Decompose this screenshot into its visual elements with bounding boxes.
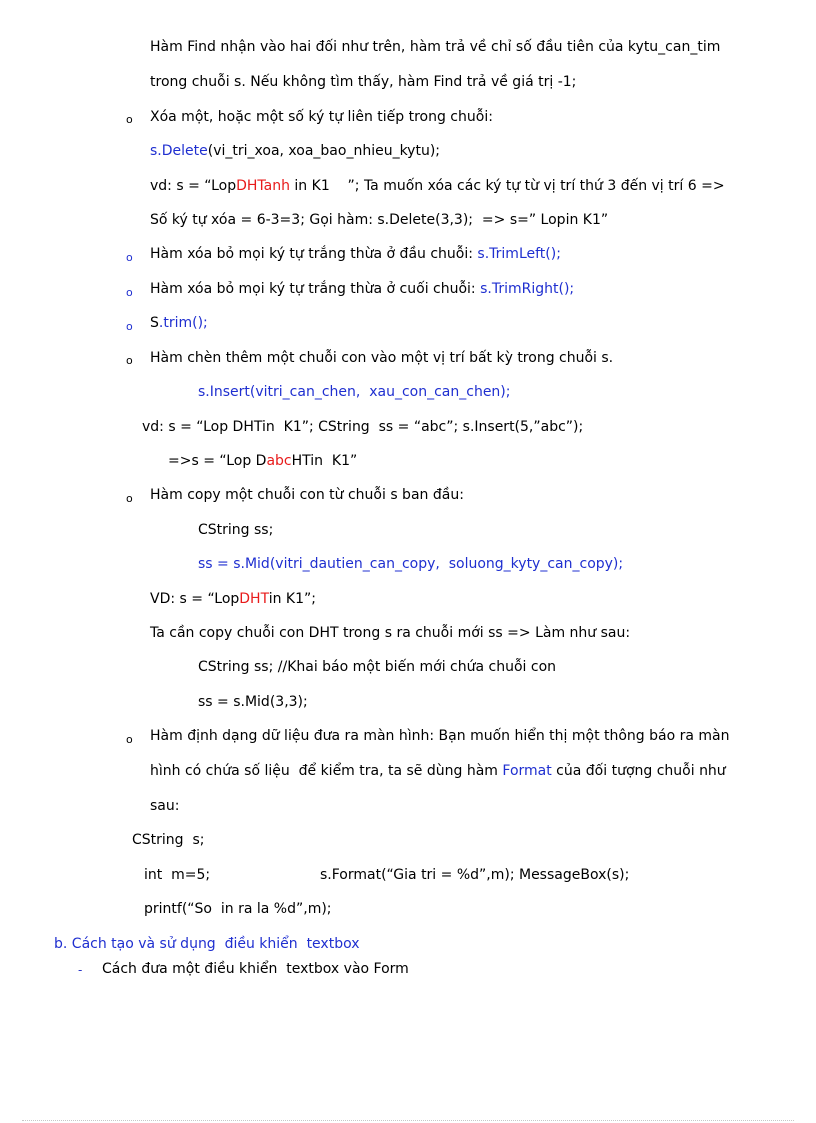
trimleft-line — [150, 245, 561, 263]
trimright-code: s.TrimRight(); — [480, 281, 575, 297]
section-b-heading: b. Cách tạo và sử dụng điều khiển textbox — [54, 936, 360, 952]
trimright-line — [150, 280, 574, 298]
bullet-delete: o — [126, 113, 133, 126]
insert-ex2-b: HTin K1” — [291, 453, 358, 469]
mid-code2: CString ss; //Khai báo một biến mới chứa chuỗi con — [198, 659, 557, 675]
delete-example-line2: Số ký tự xóa = 6-3=3; Gọi hàm: s.Delete(3,3); => s=” Lopin K1” — [150, 212, 609, 228]
find-description-line1: Hàm Find nhận vào hai đối như trên, hàm trả về chỉ số đầu tiên của kytu_can_tim — [150, 39, 721, 55]
insert-ex2-a: =>s = “Lop D — [168, 453, 267, 469]
delete-ex-a: vd: s = “Lop — [150, 178, 237, 194]
format-line2-a: hình có chứa số liệu để kiểm tra, ta sẽ dùng hàm — [150, 763, 503, 779]
delete-code — [150, 142, 440, 160]
delete-fn: s.Delete — [150, 143, 208, 159]
bullet-trimleft: o — [126, 251, 133, 264]
section-b-dash: - — [78, 963, 83, 977]
format-keyword: Format — [502, 763, 552, 779]
bullet-format: o — [126, 733, 133, 746]
format-line3: sau: — [150, 798, 180, 814]
format-line1: Hàm định dạng dữ liệu đưa ra màn hình: Bạn muốn hiển thị một thông báo ra màn — [150, 728, 730, 744]
insert-example1: vd: s = “Lop DHTin K1”; CString ss = “abc”; s.Insert(5,”abc”); — [142, 419, 584, 435]
delete-args: (vi_tri_xoa, xoa_bao_nhieu_kytu); — [207, 143, 441, 159]
format-code2b: s.Format(“Gia tri = %d”,m); MessageBox(s); — [320, 867, 630, 883]
mid-ex-a: VD: s = “Lop — [150, 591, 240, 607]
insert-ex2-red: abc — [266, 453, 292, 469]
find-description-line2: trong chuỗi s. Nếu không tìm thấy, hàm Find trả về giá trị -1; — [150, 74, 577, 90]
section-b-item: Cách đưa một điều khiển textbox vào Form — [102, 961, 409, 977]
bullet-trim: o — [126, 320, 133, 333]
mid-ex-red: DHT — [239, 591, 269, 607]
mid-decl: CString ss; — [198, 522, 274, 538]
bullet-trimright: o — [126, 286, 133, 299]
trim-prefix: S — [150, 315, 159, 331]
mid-code: ss = s.Mid(vitri_dautien_can_copy, soluong_kyty_can_copy); — [198, 556, 624, 572]
format-code1: CString s; — [132, 832, 205, 848]
delete-title: Xóa một, hoặc một số ký tự liên tiếp trong chuỗi: — [150, 109, 493, 125]
bullet-mid: o — [126, 492, 133, 505]
format-line2 — [150, 762, 726, 780]
insert-example2 — [168, 452, 357, 470]
mid-code3: ss = s.Mid(3,3); — [198, 694, 308, 710]
insert-title: Hàm chèn thêm một chuỗi con vào một vị trí bất kỳ trong chuỗi s. — [150, 350, 614, 366]
bullet-insert: o — [126, 354, 133, 367]
trimright-text: Hàm xóa bỏ mọi ký tự trắng thừa ở cuối chuỗi: — [150, 281, 481, 297]
mid-example — [150, 590, 316, 608]
footer-divider — [22, 1120, 794, 1121]
trim-line — [150, 314, 208, 332]
format-code3: printf(“So in ra la %d”,m); — [144, 901, 332, 917]
insert-code: s.Insert(vitri_can_chen, xau_con_can_chen); — [198, 384, 511, 400]
format-code2a: int m=5; — [144, 867, 211, 883]
trimleft-text: Hàm xóa bỏ mọi ký tự trắng thừa ở đầu chuỗi: — [150, 246, 478, 262]
mid-desc: Ta cần copy chuỗi con DHT trong s ra chuỗi mới ss => Làm như sau: — [150, 625, 631, 641]
delete-ex-b: in K1 ”; Ta muốn xóa các ký tự từ vị trí thứ 3 đến vị trí 6 => — [289, 178, 725, 194]
mid-title: Hàm copy một chuỗi con từ chuỗi s ban đầu: — [150, 487, 464, 503]
format-line2-b: của đối tượng chuỗi như — [551, 763, 726, 779]
delete-example — [150, 177, 725, 195]
delete-ex-red: DHTanh — [236, 178, 290, 194]
trim-code: .trim(); — [158, 315, 208, 331]
mid-ex-b: in K1”; — [268, 591, 316, 607]
trimleft-code: s.TrimLeft(); — [477, 246, 561, 262]
